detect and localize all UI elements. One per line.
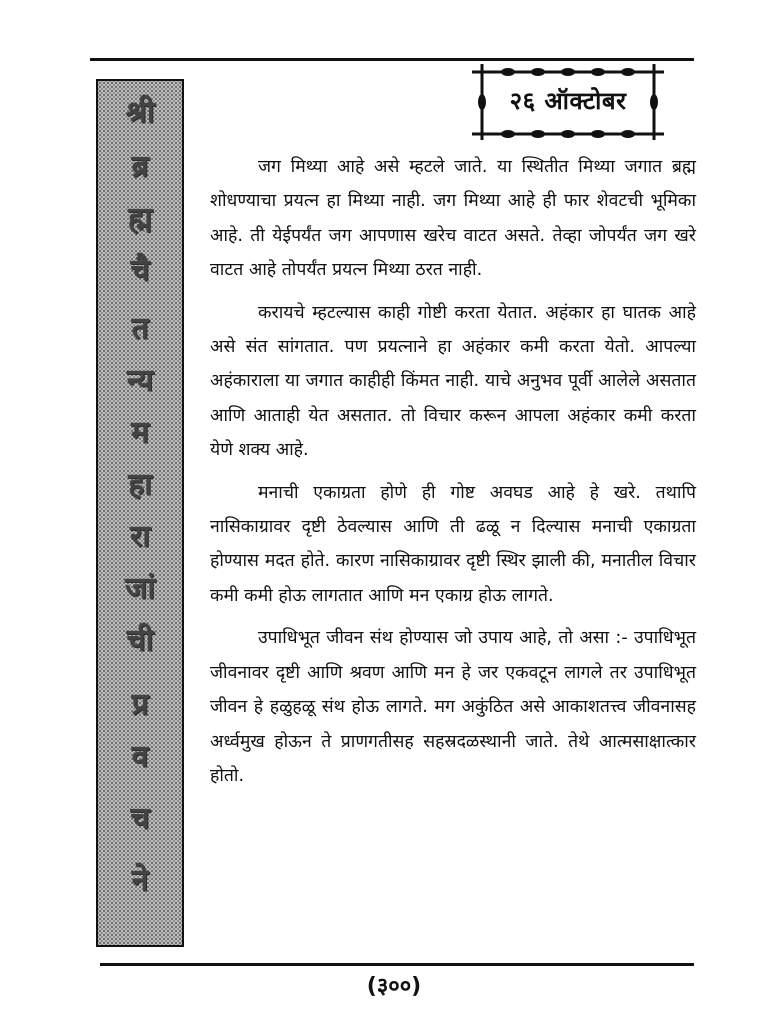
- date-frame: [468, 62, 668, 142]
- bottom-rule: [100, 963, 694, 966]
- paragraph: करायचे म्हटल्यास काही गोष्टी करता येतात. अहंकार हा घातक आहे असे संत सांगतात. पण प्रयत्नाने हा अहंकार कमी करता येतो. आपल्या अहंकाराला या जगात काहीही किंमत नाही. याचे अनुभव पूर्वी आलेले असतात आणि आताही येत असतात. तो विचार करून आपला अहंकार कमी करता येणे शक्य आहे.: [210, 302, 696, 461]
- sidebar-char: रा: [129, 519, 151, 554]
- sidebar-char: चै: [130, 253, 150, 288]
- sidebar-char: प्र: [131, 687, 149, 722]
- sidebar-char: न्य: [126, 363, 154, 398]
- body-text: [210, 150, 696, 801]
- sidebar-char: जां: [124, 571, 156, 606]
- sidebar-char: म: [131, 415, 149, 450]
- date-title: २६ ऑक्टोबर: [509, 87, 627, 115]
- paragraph: जग मिथ्या आहे असे म्हटले जाते. या स्थितीत मिथ्या जगात ब्रह्म शोधण्याचा प्रयत्न हा मिथ्या नाही. जग मिथ्या आहे ही फार शेवटची भूमिका आहे. ती येईपर्यंत जग आपणास खरेच वाटत असते. तेव्हा जोपर्यंत जग खरे वाटत आहे तोपर्यंत प्रयत्न मिथ्या ठरत नाही.: [210, 157, 696, 281]
- sidebar-char: हा: [128, 467, 152, 502]
- page-number: (३००): [366, 974, 422, 999]
- sidebar-char: च: [130, 801, 150, 836]
- sidebar-char: त: [131, 311, 149, 346]
- sidebar-char: ची: [126, 623, 154, 658]
- sidebar-char: श्री: [125, 95, 155, 130]
- sidebar-char: ने: [131, 863, 149, 898]
- sidebar-char: ब्र: [131, 149, 149, 184]
- paragraph: मनाची एकाग्रता होणे ही गोष्ट अवघड आहे हे खरे. तथापि नासिकाग्रावर दृष्टी ठेवल्यास आणि ती ढळू न दिल्यास मनाची एकाग्रता होण्यास मदत होते. कारण नासिकाग्रावर दृष्टी स्थिर झाली की, मनातील विचार कमी कमी होऊ लागतात आणि मन एकाग्र होऊ लागते.: [210, 482, 696, 606]
- sidebar-title-strip: [96, 79, 184, 947]
- paragraph: उपाधिभूत जीवन संथ होण्यास जो उपाय आहे, तो असा :- उपाधिभूत जीवनावर दृष्टी आणि श्रवण आणि मन हे जर एकवटून लागले तर उपाधिभूत जीवन हे हळुहळू संथ होऊ लागते. मग अकुंठित असे आकाशतत्त्व जीवनासह अर्ध्वमुख होऊन ते प्राणगतीसह सहस्रदळस्थानी जाते. तेथे आत्मसाक्षात्कार होतो.: [210, 628, 696, 786]
- sidebar-char: ह्म: [127, 201, 153, 236]
- top-rule: [90, 58, 694, 61]
- sidebar-char: व: [131, 739, 149, 774]
